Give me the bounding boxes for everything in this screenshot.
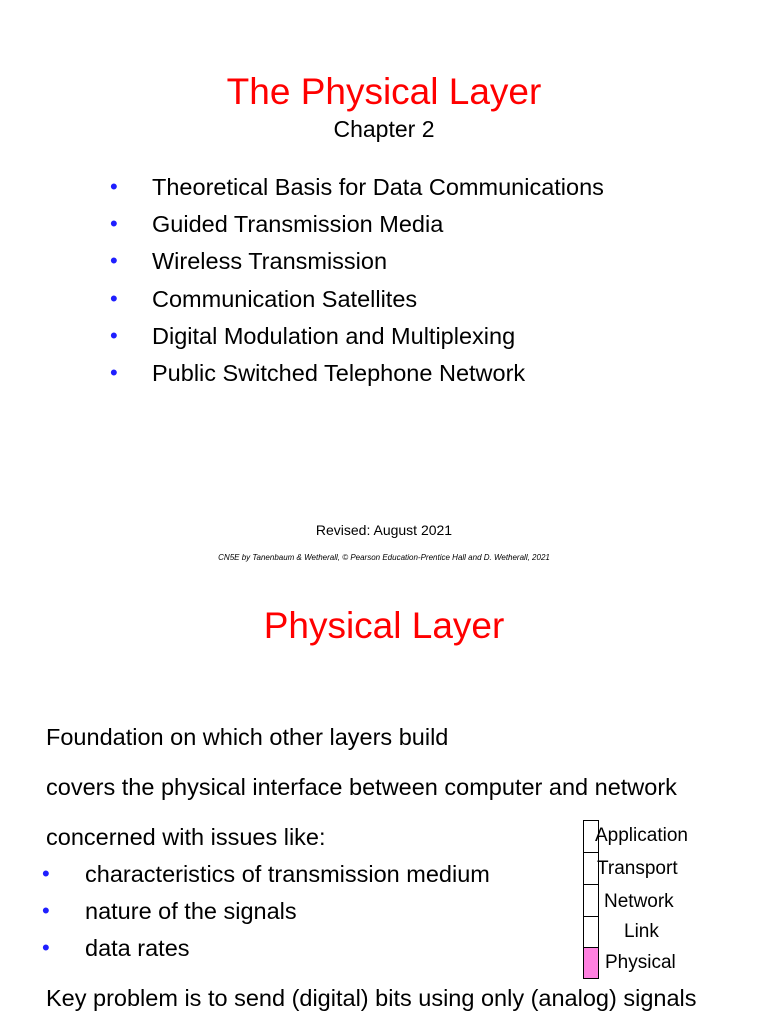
layer-label-application: Application bbox=[595, 825, 688, 846]
paragraph-issues: concerned with issues like: bbox=[46, 824, 326, 850]
bullet-icon: • bbox=[110, 211, 118, 237]
copyright-notice: CN5E by Tanenbaum & Wetherall, © Pearson Education-Prentice Hall and D. Wetherall, 2021 bbox=[218, 553, 550, 562]
layer-label-network: Network bbox=[604, 891, 674, 912]
bullet-text: Wireless Transmission bbox=[152, 248, 388, 275]
bullet-icon: • bbox=[110, 285, 118, 311]
revised-date: Revised: August 2021 bbox=[315, 522, 453, 538]
layer-box-link bbox=[583, 916, 599, 948]
bullet-icon: • bbox=[42, 935, 50, 960]
bullet-text: characteristics of transmission medium bbox=[85, 861, 490, 887]
bullet-icon: • bbox=[110, 322, 118, 348]
layer-box-network bbox=[583, 884, 599, 917]
list-item bbox=[110, 357, 730, 394]
slide1-bullet-list bbox=[110, 171, 730, 394]
layer-label-transport: Transport bbox=[597, 858, 678, 879]
bullet-icon: • bbox=[110, 174, 118, 199]
paragraph-key-problem: Key problem is to send (digital) bits using only (analog) signals bbox=[46, 985, 697, 1011]
bullet-icon: • bbox=[42, 861, 50, 886]
slide1-title: The Physical Layer bbox=[226, 71, 542, 112]
list-item bbox=[110, 283, 730, 320]
bullet-text: Theoretical Basis for Data Communications bbox=[152, 174, 604, 200]
list-item bbox=[110, 320, 730, 357]
bullet-icon: • bbox=[110, 359, 118, 385]
list-item bbox=[110, 171, 730, 208]
slide2-bullet-list bbox=[42, 858, 490, 969]
bullet-text: Digital Modulation and Multiplexing bbox=[152, 322, 516, 349]
bullet-text: data rates bbox=[85, 935, 190, 961]
paragraph-interface: covers the physical interface between computer and network bbox=[46, 774, 677, 800]
layer-label-physical: Physical bbox=[605, 952, 676, 973]
bullet-text: Communication Satellites bbox=[152, 285, 418, 312]
bullet-icon: • bbox=[42, 898, 50, 923]
list-item bbox=[110, 208, 730, 245]
bullet-icon: • bbox=[110, 248, 118, 274]
layer-box-physical bbox=[583, 947, 599, 979]
slide2-title: Physical Layer bbox=[263, 605, 505, 646]
paragraph-foundation: Foundation on which other layers build bbox=[46, 724, 449, 750]
list-item bbox=[42, 858, 490, 895]
bullet-text: Guided Transmission Media bbox=[152, 211, 444, 238]
list-item bbox=[42, 895, 490, 932]
layer-label-link: Link bbox=[624, 921, 659, 942]
bullet-text: Public Switched Telephone Network bbox=[152, 359, 526, 386]
list-item bbox=[110, 245, 730, 282]
slide1-subtitle: Chapter 2 bbox=[333, 116, 435, 142]
list-item bbox=[42, 932, 490, 969]
bullet-text: nature of the signals bbox=[85, 898, 297, 924]
